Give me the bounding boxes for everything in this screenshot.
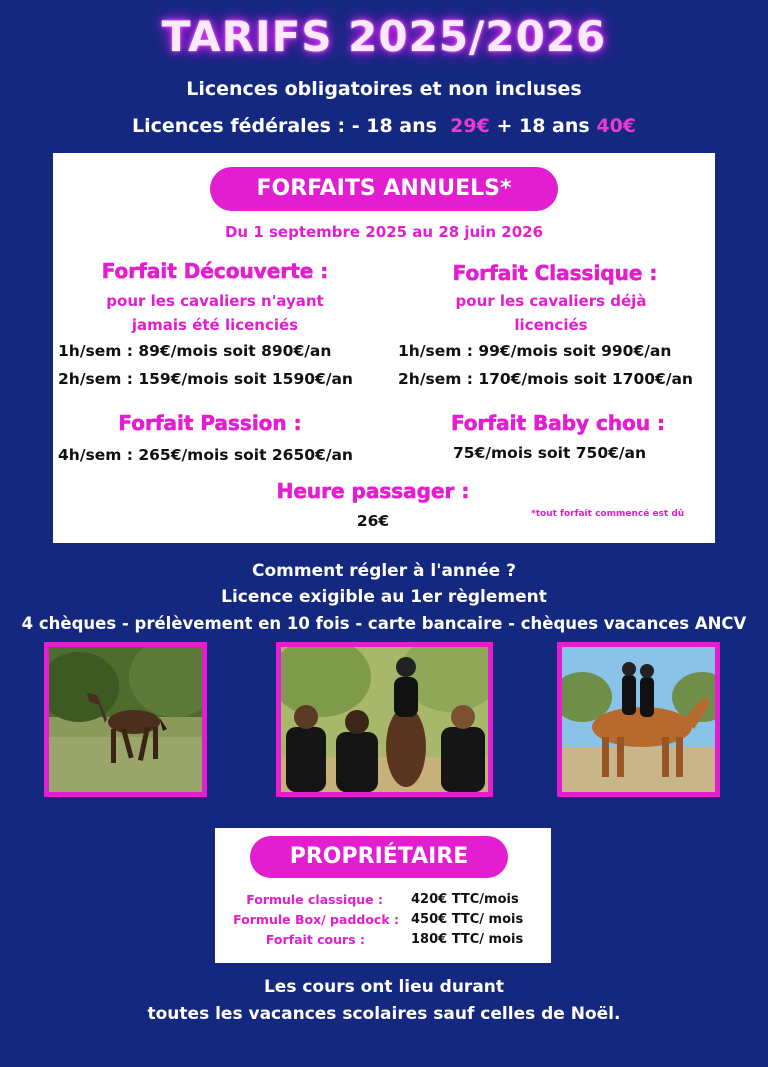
payment-question: Comment régler à l'année ? [252,561,516,581]
horse-riders-image [562,647,715,792]
classique-desc2: licenciés [514,316,588,334]
annual-footnote: *tout forfait commencé est dû [531,509,685,519]
licences-prefix: Licences fédérales : - 18 ans [131,115,437,137]
classique-desc1: pour les cavaliers déjà [455,292,647,310]
prop-value-cours: 180€ TTC/ mois [411,932,524,947]
prop-value-classique: 420€ TTC/mois [411,892,519,907]
prop-value-box: 450€ TTC/ mois [411,912,524,927]
decouverte-line2: 2h/sem : 159€/mois soit 1590€/an [58,370,353,388]
decouverte-desc2: jamais été licenciés [131,316,299,334]
prop-label-box: Formule Box/ paddock : [233,912,399,927]
photo-riders [276,642,493,797]
passion-line1: 4h/sem : 265€/mois soit 2650€/an [58,446,353,464]
price-plus18: 40€ [596,115,637,137]
decouverte-title: Forfait Découverte : [101,259,329,283]
foal-image [49,647,202,792]
footer-line2: toutes les vacances scolaires sauf celles de Noël. [147,1004,621,1024]
payment-licence-note: Licence exigible au 1er règlement [221,587,547,607]
passion-title: Forfait Passion : [118,411,302,435]
babychou-title: Forfait Baby chou : [450,411,666,435]
annual-dates: Du 1 septembre 2025 au 28 juin 2026 [224,223,544,241]
licences-note: Licences obligatoires et non incluses [186,78,582,100]
decouverte-desc1: pour les cavaliers n'ayant [106,292,324,310]
footer-line1: Les cours ont lieu durant [263,977,505,997]
licences-prices [0,115,768,137]
classique-line2: 2h/sem : 170€/mois soit 1700€/an [398,370,693,388]
photo-horse-riders [557,642,720,797]
proprietaire-pill: PROPRIÉTAIRE [250,836,508,878]
riders-image [281,647,488,792]
passager-title: Heure passager : [276,479,470,503]
payment-methods: 4 chèques - prélèvement en 10 fois - carte bancaire - chèques vacances ANCV [21,614,747,633]
photo-foal [44,642,207,797]
annual-packages-card [53,153,715,543]
classique-title: Forfait Classique : [452,261,658,285]
prop-label-classique: Formule classique : [246,892,383,907]
price-minus18: 29€ [450,115,490,137]
proprietaire-card [215,828,551,963]
decouverte-line1: 1h/sem : 89€/mois soit 890€/an [58,342,332,360]
page-title: TARIFS 2025/2026 [161,12,607,61]
passager-price: 26€ [356,512,390,530]
babychou-line1: 75€/mois soit 750€/an [453,444,647,462]
annual-pill: FORFAITS ANNUELS* [210,167,558,211]
prop-label-cours: Forfait cours : [265,932,365,947]
classique-line1: 1h/sem : 99€/mois soit 990€/an [398,342,672,360]
plus18-label: + 18 ans [496,115,590,137]
